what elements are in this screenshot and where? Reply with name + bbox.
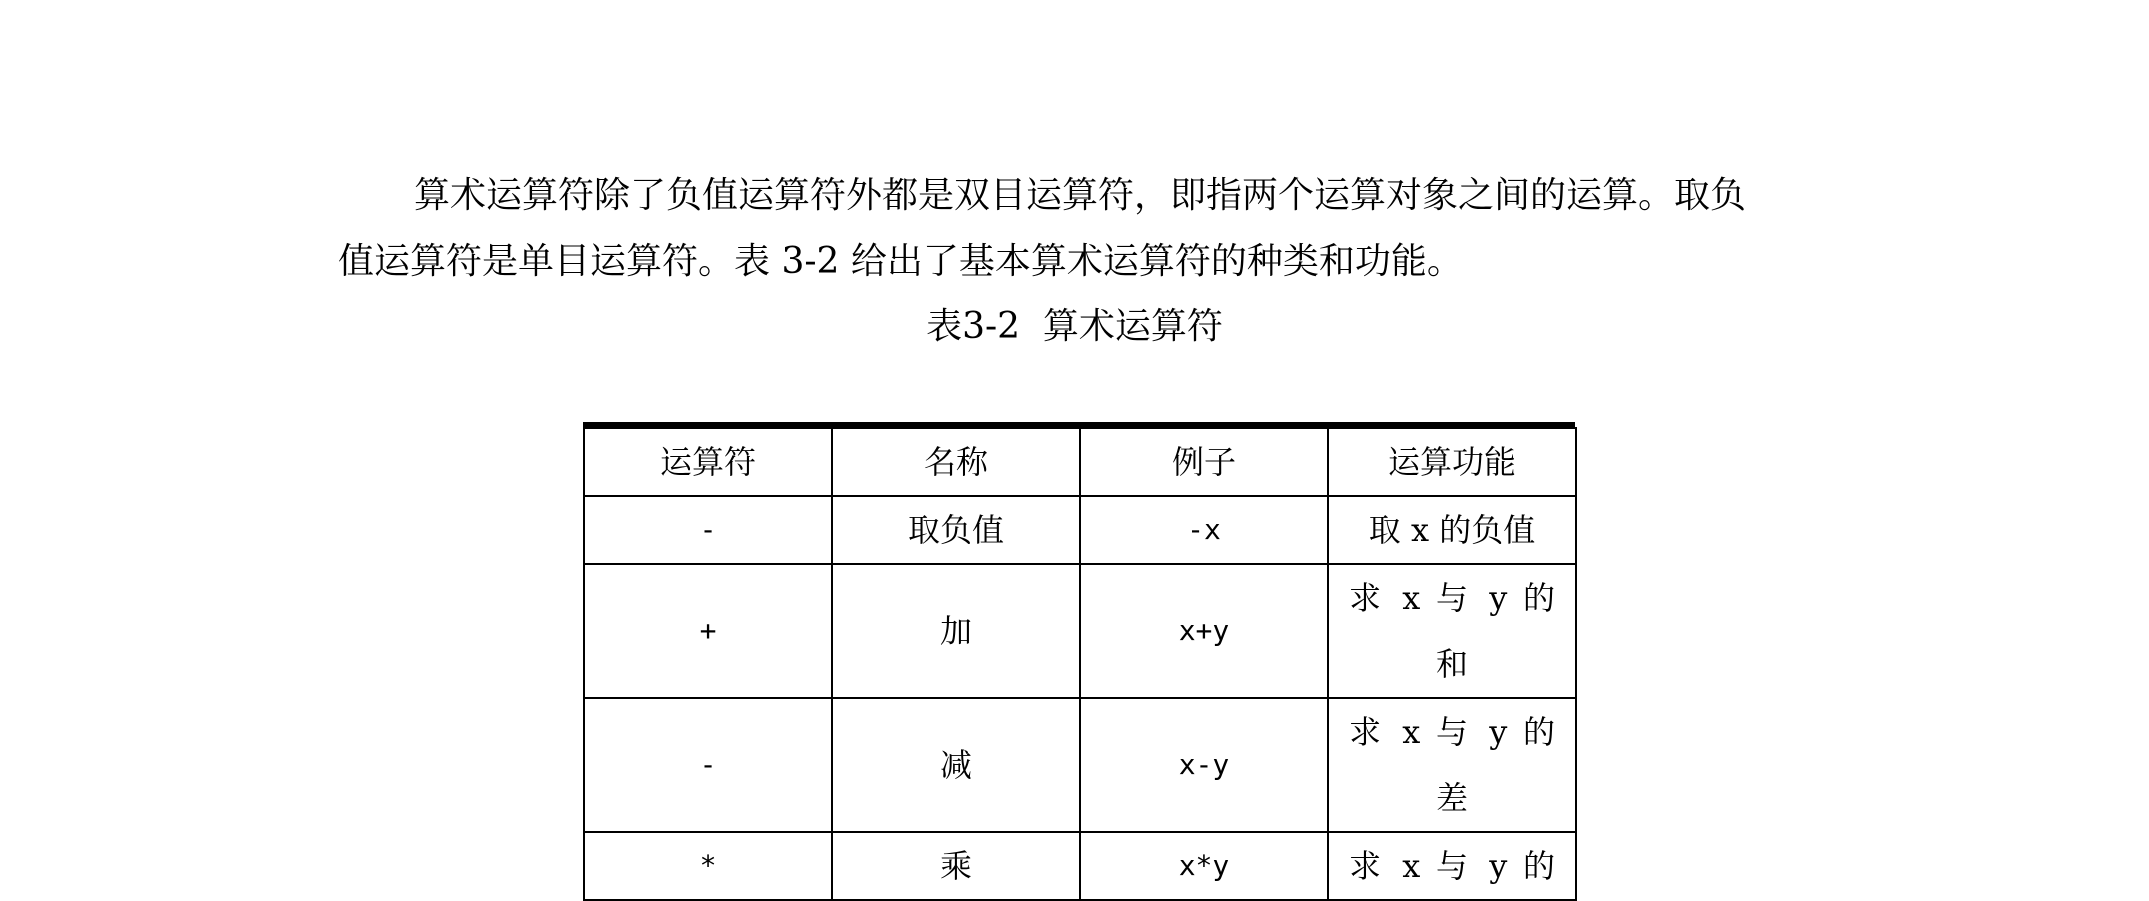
table-row — [584, 496, 1576, 564]
cell-operator: * — [584, 832, 832, 900]
cell-operator: + — [584, 564, 832, 698]
operator-table-container — [583, 422, 1575, 901]
cell-example: x-y — [1080, 698, 1328, 832]
header-name: 名称 — [832, 428, 1080, 496]
cell-name: 加 — [832, 564, 1080, 698]
arithmetic-operator-table — [583, 427, 1577, 901]
table-header-row — [584, 428, 1576, 496]
cell-function — [1328, 832, 1576, 900]
cell-name: 减 — [832, 698, 1080, 832]
header-function: 运算功能 — [1328, 428, 1576, 496]
table-caption: 表3-2 算术运算符 — [926, 306, 1223, 347]
cell-function-line-2: 和 — [1435, 645, 1468, 683]
paragraph-line-2: 值运算符是单目运算符。表 3-2 给出了基本算术运算符的种类和功能。 — [338, 241, 1463, 282]
cell-function-line-1: 求 x 与 y 的 — [1349, 713, 1555, 751]
paragraph-line-1: 算术运算符除了负值运算符外都是双目运算符，即指两个运算对象之间的运算。取负 — [414, 175, 1747, 216]
header-example: 例子 — [1080, 428, 1328, 496]
cell-name: 乘 — [832, 832, 1080, 900]
cell-example: x+y — [1080, 564, 1328, 698]
table-row — [584, 564, 1576, 698]
header-operator: 运算符 — [584, 428, 832, 496]
cell-function-line-1: 求 x 与 y 的 — [1349, 579, 1555, 617]
cell-function — [1328, 564, 1576, 698]
cell-name: 取负值 — [832, 496, 1080, 564]
cell-example: x*y — [1080, 832, 1328, 900]
cell-function — [1328, 698, 1576, 832]
cell-operator: - — [584, 698, 832, 832]
cell-function-line-2: 差 — [1435, 779, 1468, 817]
cell-operator: - — [584, 496, 832, 564]
cell-function-line-1: 求 x 与 y 的 — [1349, 847, 1555, 885]
table-row — [584, 832, 1576, 900]
table-row — [584, 698, 1576, 832]
cell-function: 取 x 的负值 — [1328, 496, 1576, 564]
cell-example: -x — [1080, 496, 1328, 564]
